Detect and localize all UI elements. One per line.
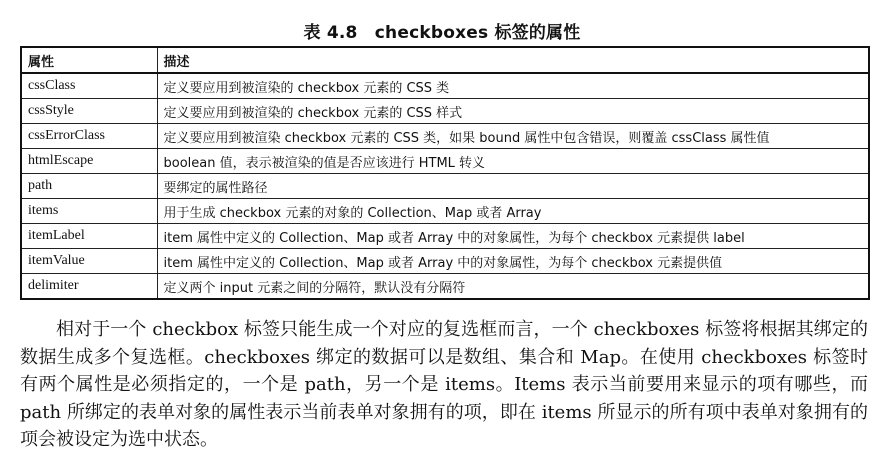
- row-description: item 属性中定义的 Collection、Map 或者 Array 中的对象属性，为每个 checkbox 元素提供 label: [157, 224, 869, 249]
- row-property: delimiter: [21, 274, 157, 300]
- table-header-row: [21, 47, 869, 73]
- body-paragraph: 相对于一个 checkbox 标签只能生成一个对应的复选框而言，一个 checkboxes 标签将根据其绑定的数据生成多个复选框。checkboxes 绑定的数据可以是数组、集合和 Map。在使用 checkboxes 标签时有两个属性是必须指定的，一个是 path，另一个是 items。Items 表示当前要用来显示的项有哪些，而 path 所绑定的表单对象的属性表示当前表单对象拥有的项，即在 items 所显示的所有项中表单对象拥有的项会被设定为选中状态。: [20, 319, 868, 450]
- row-property: cssStyle: [21, 99, 157, 124]
- header-property: 属性: [21, 47, 157, 73]
- row-property: itemValue: [21, 249, 157, 274]
- row-description: 要绑定的属性路径: [157, 174, 869, 199]
- table-caption: 表 4.8 checkboxes 标签的属性: [303, 23, 581, 43]
- row-description: boolean 值，表示被渲染的值是否应该进行 HTML 转义: [157, 149, 869, 174]
- properties-table-wrapper: [20, 46, 868, 300]
- table-row: [21, 73, 869, 99]
- header-description: 描述: [157, 47, 869, 73]
- table-row: [21, 274, 869, 300]
- table-row: [21, 249, 869, 274]
- row-property: cssClass: [21, 73, 157, 99]
- table-row: [21, 174, 869, 199]
- row-property: path: [21, 174, 157, 199]
- table-row: [21, 224, 869, 249]
- table-row: [21, 199, 869, 224]
- properties-table: [20, 46, 870, 300]
- row-property: itemLabel: [21, 224, 157, 249]
- row-property: cssErrorClass: [21, 124, 157, 149]
- table-row: [21, 99, 869, 124]
- table-row: [21, 124, 869, 149]
- row-property: htmlEscape: [21, 149, 157, 174]
- row-description: 用于生成 checkbox 元素的对象的 Collection、Map 或者 Array: [157, 199, 869, 224]
- row-description: 定义要应用到被渲染的 checkbox 元素的 CSS 类: [157, 73, 869, 99]
- row-description: 定义要应用到被渲染的 checkbox 元素的 CSS 样式: [157, 99, 869, 124]
- row-description: 定义要应用到被渲染 checkbox 元素的 CSS 类，如果 bound 属性中包含错误，则覆盖 cssClass 属性值: [157, 124, 869, 149]
- table-row: [21, 149, 869, 174]
- row-description: item 属性中定义的 Collection、Map 或者 Array 中的对象属性，为每个 checkbox 元素提供值: [157, 249, 869, 274]
- row-description: 定义两个 input 元素之间的分隔符，默认没有分隔符: [157, 274, 869, 300]
- row-property: items: [21, 199, 157, 224]
